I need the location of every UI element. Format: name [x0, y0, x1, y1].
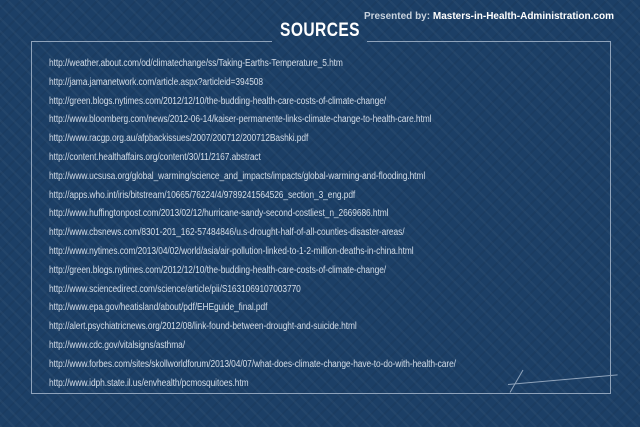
- source-link[interactable]: http://jama.jamanetwork.com/article.aspx?articleid=394508: [49, 76, 263, 88]
- source-link[interactable]: http://weather.about.com/od/climatechange/ss/Taking-Earths-Temperature_5.htm: [49, 58, 343, 69]
- sources-list: [49, 55, 609, 393]
- source-link[interactable]: http://www.huffingtonpost.com/2013/02/12/hurricane-sandy-second-costliest_n_2669686.html: [49, 208, 389, 220]
- source-item[interactable]: [49, 281, 609, 300]
- source-item[interactable]: [49, 224, 609, 243]
- source-link[interactable]: http://apps.who.int/iris/bitstream/10665/76224/4/9789241564526_section_3_eng.pdf: [49, 189, 356, 201]
- source-item[interactable]: [49, 187, 609, 206]
- frame-top-left-line: [31, 41, 272, 42]
- page-title: SOURCES: [280, 20, 360, 41]
- source-item[interactable]: [49, 318, 609, 337]
- source-link[interactable]: http://www.racgp.org.au/afpbackissues/2007/200712/200712Bashki.pdf: [49, 133, 309, 145]
- source-link[interactable]: http://green.blogs.nytimes.com/2012/12/10/the-budding-health-care-costs-of-climate-change/: [49, 264, 387, 276]
- source-item[interactable]: [49, 375, 609, 394]
- source-item[interactable]: [49, 55, 609, 74]
- source-link[interactable]: http://www.sciencedirect.com/science/article/pii/S1631069107003770: [49, 283, 301, 295]
- presented-by-label: Presented by:: [363, 11, 431, 22]
- source-link[interactable]: http://www.epa.gov/heatisland/about/pdf/EHEguide_final.pdf: [49, 302, 268, 314]
- source-link[interactable]: http://www.cbsnews.com/8301-201_162-57484846/u.s-drought-half-of-all-counties-disaster-areas/: [49, 227, 405, 239]
- presented-by-brand: Masters-in-Health-Administration.com: [432, 11, 614, 22]
- source-item[interactable]: [49, 337, 609, 356]
- source-link[interactable]: http://www.cdc.gov/vitalsigns/asthma/: [49, 339, 186, 351]
- source-item[interactable]: [49, 93, 609, 112]
- source-item[interactable]: [49, 74, 609, 93]
- source-item[interactable]: [49, 299, 609, 318]
- source-item[interactable]: [49, 356, 609, 375]
- source-item[interactable]: [49, 149, 609, 168]
- source-link[interactable]: http://www.nytimes.com/2013/04/02/world/asia/air-pollution-linked-to-1-2-million-deaths-in-china.html: [49, 245, 414, 257]
- source-link[interactable]: http://www.forbes.com/sites/skollworldforum/2013/04/07/what-does-climate-change-have-to-do-with-health-care/: [49, 358, 456, 370]
- source-item[interactable]: [49, 262, 609, 281]
- source-item[interactable]: [49, 205, 609, 224]
- source-link[interactable]: http://content.healthaffairs.org/content/30/11/2167.abstract: [49, 151, 261, 163]
- source-item[interactable]: [49, 243, 609, 262]
- source-link[interactable]: http://green.blogs.nytimes.com/2012/12/10/the-budding-health-care-costs-of-climate-change/: [49, 95, 387, 107]
- source-link[interactable]: http://alert.psychiatricnews.org/2012/08/link-found-between-drought-and-suicide.html: [49, 321, 357, 333]
- frame-top-right-line: [367, 41, 610, 42]
- source-item[interactable]: [49, 130, 609, 149]
- source-item[interactable]: [49, 168, 609, 187]
- source-link[interactable]: http://www.ucsusa.org/global_warming/science_and_impacts/impacts/global-warming-and-flooding.html: [49, 170, 426, 182]
- source-item[interactable]: [49, 111, 609, 130]
- source-link[interactable]: http://www.bloomberg.com/news/2012-06-14/kaiser-permanente-links-climate-change-to-health-care.html: [49, 114, 432, 126]
- source-link[interactable]: http://www.idph.state.il.us/envhealth/pcmosquitoes.htm: [49, 377, 249, 389]
